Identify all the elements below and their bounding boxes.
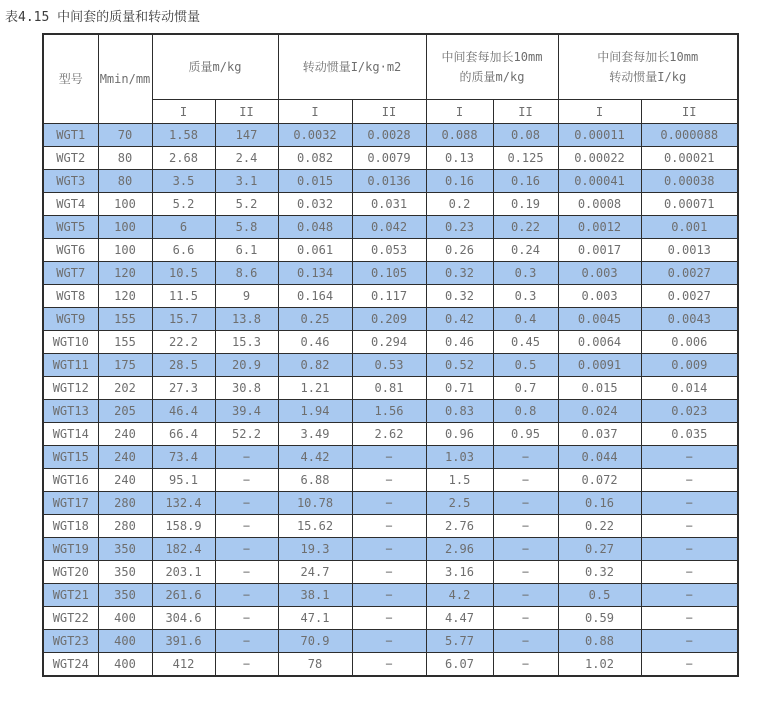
cell-inertia-I: 0.25 [278,308,352,331]
cell-ext-inertia-II: 0.009 [641,354,738,377]
cell-ext-mass-II: 0.22 [493,216,558,239]
cell-ext-inertia-II: − [641,561,738,584]
table-row [43,538,738,561]
cell-mmin: 400 [98,653,152,677]
cell-ext-mass-I: 4.47 [426,607,493,630]
cell-ext-inertia-II: − [641,492,738,515]
cell-ext-inertia-I: 0.59 [558,607,641,630]
cell-inertia-II: 0.053 [352,239,426,262]
cell-ext-inertia-I: 0.003 [558,285,641,308]
cell-mass-II: 2.4 [215,147,278,170]
cell-model: WGT7 [43,262,98,285]
cell-ext-mass-II: 0.24 [493,239,558,262]
cell-inertia-II: − [352,469,426,492]
cell-ext-inertia-I: 0.0012 [558,216,641,239]
cell-mass-II: − [215,446,278,469]
cell-inertia-I: 0.164 [278,285,352,308]
cell-inertia-II: 0.117 [352,285,426,308]
cell-ext-mass-II: 0.95 [493,423,558,446]
table-row [43,331,738,354]
cell-mass-II: − [215,607,278,630]
cell-ext-mass-II: 0.45 [493,331,558,354]
cell-ext-mass-II: − [493,653,558,677]
cell-mmin: 350 [98,584,152,607]
cell-mass-II: − [215,492,278,515]
cell-ext-inertia-I: 0.88 [558,630,641,653]
cell-ext-inertia-I: 0.00022 [558,147,641,170]
subheader-ext-inertia-II: II [641,100,738,124]
cell-inertia-II: − [352,492,426,515]
cell-mass-I: 391.6 [152,630,215,653]
header-model: 型号 [43,34,98,124]
cell-mmin: 202 [98,377,152,400]
cell-mmin: 400 [98,630,152,653]
cell-ext-mass-I: 0.2 [426,193,493,216]
cell-mass-I: 95.1 [152,469,215,492]
header-inertia-group: 转动惯量I/kg·m2 [278,34,426,100]
cell-ext-inertia-I: 0.044 [558,446,641,469]
table-row [43,469,738,492]
table-row [43,515,738,538]
table-row [43,400,738,423]
cell-ext-mass-I: 1.03 [426,446,493,469]
cell-ext-inertia-II: − [641,446,738,469]
cell-model: WGT21 [43,584,98,607]
cell-inertia-II: 1.56 [352,400,426,423]
cell-inertia-I: 19.3 [278,538,352,561]
cell-mass-I: 3.5 [152,170,215,193]
cell-inertia-I: 0.015 [278,170,352,193]
cell-mass-II: 5.2 [215,193,278,216]
table-row [43,377,738,400]
cell-model: WGT19 [43,538,98,561]
cell-mmin: 70 [98,124,152,147]
cell-mmin: 155 [98,331,152,354]
cell-mass-II: − [215,584,278,607]
cell-inertia-II: 0.209 [352,308,426,331]
cell-ext-mass-I: 0.13 [426,147,493,170]
cell-ext-inertia-II: 0.014 [641,377,738,400]
cell-model: WGT3 [43,170,98,193]
cell-mass-II: 3.1 [215,170,278,193]
cell-inertia-I: 70.9 [278,630,352,653]
cell-ext-mass-II: − [493,561,558,584]
cell-ext-inertia-I: 0.22 [558,515,641,538]
cell-ext-inertia-I: 0.0017 [558,239,641,262]
cell-mmin: 240 [98,469,152,492]
cell-mmin: 120 [98,262,152,285]
table-row [43,170,738,193]
table-row [43,492,738,515]
cell-mass-I: 46.4 [152,400,215,423]
cell-mmin: 280 [98,515,152,538]
cell-mass-II: − [215,561,278,584]
cell-mass-I: 73.4 [152,446,215,469]
cell-inertia-I: 0.032 [278,193,352,216]
cell-ext-mass-II: 0.5 [493,354,558,377]
cell-inertia-I: 47.1 [278,607,352,630]
cell-ext-mass-II: 0.08 [493,124,558,147]
cell-mmin: 155 [98,308,152,331]
cell-ext-inertia-II: 0.000088 [641,124,738,147]
cell-model: WGT20 [43,561,98,584]
cell-ext-inertia-I: 0.037 [558,423,641,446]
cell-ext-mass-I: 0.088 [426,124,493,147]
cell-mmin: 100 [98,216,152,239]
cell-model: WGT6 [43,239,98,262]
cell-ext-inertia-I: 0.32 [558,561,641,584]
cell-ext-inertia-I: 0.0045 [558,308,641,331]
cell-ext-mass-I: 2.96 [426,538,493,561]
table-row [43,653,738,677]
cell-ext-inertia-II: 0.00071 [641,193,738,216]
cell-inertia-I: 0.0032 [278,124,352,147]
header-ext-inertia-line2: 转动惯量I/kg [609,70,687,84]
cell-mass-II: 5.8 [215,216,278,239]
cell-mass-I: 261.6 [152,584,215,607]
subheader-inertia-II: II [352,100,426,124]
cell-ext-mass-II: − [493,607,558,630]
cell-model: WGT18 [43,515,98,538]
cell-ext-inertia-II: 0.0043 [641,308,738,331]
cell-ext-mass-II: − [493,515,558,538]
table-row [43,630,738,653]
cell-inertia-II: − [352,607,426,630]
cell-inertia-I: 6.88 [278,469,352,492]
cell-inertia-II: 0.81 [352,377,426,400]
cell-mass-II: 9 [215,285,278,308]
table-row [43,584,738,607]
cell-mass-I: 182.4 [152,538,215,561]
table-row [43,193,738,216]
cell-inertia-II: − [352,446,426,469]
cell-ext-inertia-I: 0.0008 [558,193,641,216]
cell-ext-mass-I: 0.16 [426,170,493,193]
cell-ext-mass-I: 0.23 [426,216,493,239]
cell-ext-inertia-II: − [641,469,738,492]
cell-ext-mass-II: 0.3 [493,285,558,308]
cell-ext-inertia-II: − [641,607,738,630]
subheader-mass-I: I [152,100,215,124]
cell-ext-mass-II: − [493,538,558,561]
cell-ext-inertia-II: 0.0027 [641,285,738,308]
cell-inertia-II: − [352,515,426,538]
cell-ext-inertia-I: 0.003 [558,262,641,285]
header-ext-mass-line1: 中间套每加长10mm [441,50,543,64]
table-header [43,34,738,124]
cell-mass-II: − [215,630,278,653]
cell-mass-I: 11.5 [152,285,215,308]
subheader-ext-mass-II: II [493,100,558,124]
cell-mmin: 205 [98,400,152,423]
cell-mass-II: − [215,653,278,677]
table-row [43,216,738,239]
cell-mass-I: 6 [152,216,215,239]
cell-mmin: 350 [98,538,152,561]
cell-mass-I: 10.5 [152,262,215,285]
cell-inertia-II: 0.105 [352,262,426,285]
table-row [43,285,738,308]
cell-ext-inertia-II: 0.035 [641,423,738,446]
table-row [43,147,738,170]
cell-inertia-II: 0.0079 [352,147,426,170]
cell-inertia-I: 4.42 [278,446,352,469]
cell-inertia-I: 10.78 [278,492,352,515]
cell-mmin: 350 [98,561,152,584]
table-row [43,354,738,377]
cell-model: WGT10 [43,331,98,354]
cell-inertia-I: 0.048 [278,216,352,239]
table-row [43,423,738,446]
cell-ext-inertia-I: 0.5 [558,584,641,607]
subheader-ext-mass-I: I [426,100,493,124]
cell-model: WGT11 [43,354,98,377]
cell-model: WGT24 [43,653,98,677]
cell-ext-inertia-II: 0.0027 [641,262,738,285]
cell-ext-inertia-I: 0.015 [558,377,641,400]
cell-model: WGT16 [43,469,98,492]
cell-ext-inertia-II: − [641,584,738,607]
cell-model: WGT23 [43,630,98,653]
cell-inertia-II: 0.0136 [352,170,426,193]
cell-mass-II: 6.1 [215,239,278,262]
cell-inertia-II: 0.294 [352,331,426,354]
cell-mmin: 80 [98,170,152,193]
cell-ext-mass-II: 0.7 [493,377,558,400]
cell-mass-I: 28.5 [152,354,215,377]
page-title: 表4.15 中间套的质量和转动惯量 [5,10,201,25]
cell-mass-I: 15.7 [152,308,215,331]
cell-model: WGT12 [43,377,98,400]
cell-mass-I: 22.2 [152,331,215,354]
cell-ext-mass-I: 2.76 [426,515,493,538]
cell-mmin: 100 [98,193,152,216]
table-row [43,607,738,630]
cell-inertia-I: 3.49 [278,423,352,446]
table-row [43,446,738,469]
cell-ext-mass-I: 0.52 [426,354,493,377]
cell-ext-inertia-I: 0.00011 [558,124,641,147]
cell-mass-I: 203.1 [152,561,215,584]
cell-mmin: 120 [98,285,152,308]
cell-ext-mass-I: 0.83 [426,400,493,423]
cell-mass-II: 30.8 [215,377,278,400]
cell-inertia-II: − [352,630,426,653]
cell-mass-II: 52.2 [215,423,278,446]
cell-mmin: 175 [98,354,152,377]
cell-ext-inertia-I: 0.0064 [558,331,641,354]
cell-mass-I: 1.58 [152,124,215,147]
cell-mass-II: − [215,515,278,538]
cell-ext-inertia-II: 0.00021 [641,147,738,170]
cell-mass-I: 66.4 [152,423,215,446]
cell-ext-inertia-I: 0.0091 [558,354,641,377]
cell-inertia-I: 24.7 [278,561,352,584]
cell-ext-inertia-I: 0.16 [558,492,641,515]
cell-mass-II: − [215,469,278,492]
cell-ext-mass-I: 2.5 [426,492,493,515]
cell-ext-mass-II: 0.8 [493,400,558,423]
cell-inertia-II: − [352,561,426,584]
cell-mmin: 280 [98,492,152,515]
header-group-row [43,34,738,100]
cell-ext-mass-I: 6.07 [426,653,493,677]
header-mass-group: 质量m/kg [152,34,278,100]
cell-ext-mass-I: 0.42 [426,308,493,331]
subheader-inertia-I: I [278,100,352,124]
cell-ext-mass-I: 0.71 [426,377,493,400]
cell-inertia-I: 78 [278,653,352,677]
cell-mmin: 240 [98,423,152,446]
cell-inertia-II: 0.031 [352,193,426,216]
cell-mmin: 80 [98,147,152,170]
cell-model: WGT17 [43,492,98,515]
header-ext-mass-line2: 的质量m/kg [459,70,525,84]
cell-inertia-II: 0.042 [352,216,426,239]
cell-ext-inertia-II: 0.00038 [641,170,738,193]
cell-mass-I: 2.68 [152,147,215,170]
cell-mass-II: 15.3 [215,331,278,354]
cell-mmin: 100 [98,239,152,262]
cell-ext-mass-II: 0.125 [493,147,558,170]
cell-ext-inertia-II: − [641,653,738,677]
cell-ext-inertia-I: 0.00041 [558,170,641,193]
table-row [43,561,738,584]
cell-inertia-II: − [352,538,426,561]
cell-model: WGT1 [43,124,98,147]
table-row [43,308,738,331]
cell-model: WGT9 [43,308,98,331]
cell-mmin: 400 [98,607,152,630]
cell-inertia-I: 38.1 [278,584,352,607]
cell-ext-mass-I: 1.5 [426,469,493,492]
cell-mass-I: 27.3 [152,377,215,400]
cell-ext-inertia-II: 0.0013 [641,239,738,262]
cell-ext-mass-II: 0.16 [493,170,558,193]
cell-ext-inertia-II: 0.006 [641,331,738,354]
cell-model: WGT5 [43,216,98,239]
cell-inertia-I: 1.21 [278,377,352,400]
intermediate-sleeve-table [42,33,739,677]
cell-ext-mass-I: 0.32 [426,262,493,285]
header-ext-inertia-line1: 中间套每加长10mm [597,50,699,64]
cell-inertia-I: 0.134 [278,262,352,285]
cell-ext-inertia-I: 1.02 [558,653,641,677]
cell-model: WGT4 [43,193,98,216]
cell-inertia-II: 0.0028 [352,124,426,147]
cell-inertia-I: 0.46 [278,331,352,354]
cell-mass-I: 5.2 [152,193,215,216]
cell-mass-I: 412 [152,653,215,677]
cell-mass-II: − [215,538,278,561]
cell-model: WGT13 [43,400,98,423]
subheader-mass-II: II [215,100,278,124]
cell-ext-mass-I: 4.2 [426,584,493,607]
cell-mass-I: 6.6 [152,239,215,262]
table-row [43,262,738,285]
cell-ext-inertia-II: 0.023 [641,400,738,423]
cell-inertia-II: 0.53 [352,354,426,377]
cell-ext-inertia-I: 0.072 [558,469,641,492]
cell-model: WGT14 [43,423,98,446]
cell-ext-mass-I: 3.16 [426,561,493,584]
cell-ext-inertia-I: 0.024 [558,400,641,423]
cell-ext-inertia-II: − [641,538,738,561]
table-body [43,124,738,677]
cell-ext-mass-I: 0.32 [426,285,493,308]
cell-mmin: 240 [98,446,152,469]
cell-mass-I: 158.9 [152,515,215,538]
cell-ext-mass-II: − [493,446,558,469]
cell-mass-II: 147 [215,124,278,147]
cell-ext-mass-I: 0.96 [426,423,493,446]
cell-inertia-II: 2.62 [352,423,426,446]
cell-ext-mass-II: − [493,469,558,492]
header-ext-inertia-group [558,34,738,100]
cell-mass-I: 304.6 [152,607,215,630]
cell-inertia-II: − [352,653,426,677]
cell-model: WGT15 [43,446,98,469]
header-ext-mass-group [426,34,558,100]
cell-mass-II: 13.8 [215,308,278,331]
cell-ext-mass-II: 0.3 [493,262,558,285]
cell-ext-mass-II: − [493,630,558,653]
cell-mass-II: 8.6 [215,262,278,285]
cell-ext-mass-I: 0.26 [426,239,493,262]
table-row [43,124,738,147]
subheader-ext-inertia-I: I [558,100,641,124]
cell-inertia-I: 0.82 [278,354,352,377]
cell-inertia-II: − [352,584,426,607]
cell-model: WGT8 [43,285,98,308]
cell-inertia-I: 1.94 [278,400,352,423]
cell-ext-inertia-II: − [641,630,738,653]
cell-ext-mass-II: − [493,492,558,515]
cell-ext-mass-I: 0.46 [426,331,493,354]
cell-ext-mass-II: − [493,584,558,607]
cell-model: WGT2 [43,147,98,170]
cell-ext-mass-II: 0.19 [493,193,558,216]
cell-ext-inertia-II: 0.001 [641,216,738,239]
cell-ext-inertia-I: 0.27 [558,538,641,561]
cell-inertia-I: 0.082 [278,147,352,170]
header-mmin: Mmin/mm [98,34,152,124]
cell-ext-inertia-II: − [641,515,738,538]
cell-ext-mass-II: 0.4 [493,308,558,331]
table-row [43,239,738,262]
cell-inertia-I: 15.62 [278,515,352,538]
cell-mass-II: 20.9 [215,354,278,377]
cell-inertia-I: 0.061 [278,239,352,262]
cell-mass-I: 132.4 [152,492,215,515]
cell-model: WGT22 [43,607,98,630]
cell-mass-II: 39.4 [215,400,278,423]
cell-ext-mass-I: 5.77 [426,630,493,653]
